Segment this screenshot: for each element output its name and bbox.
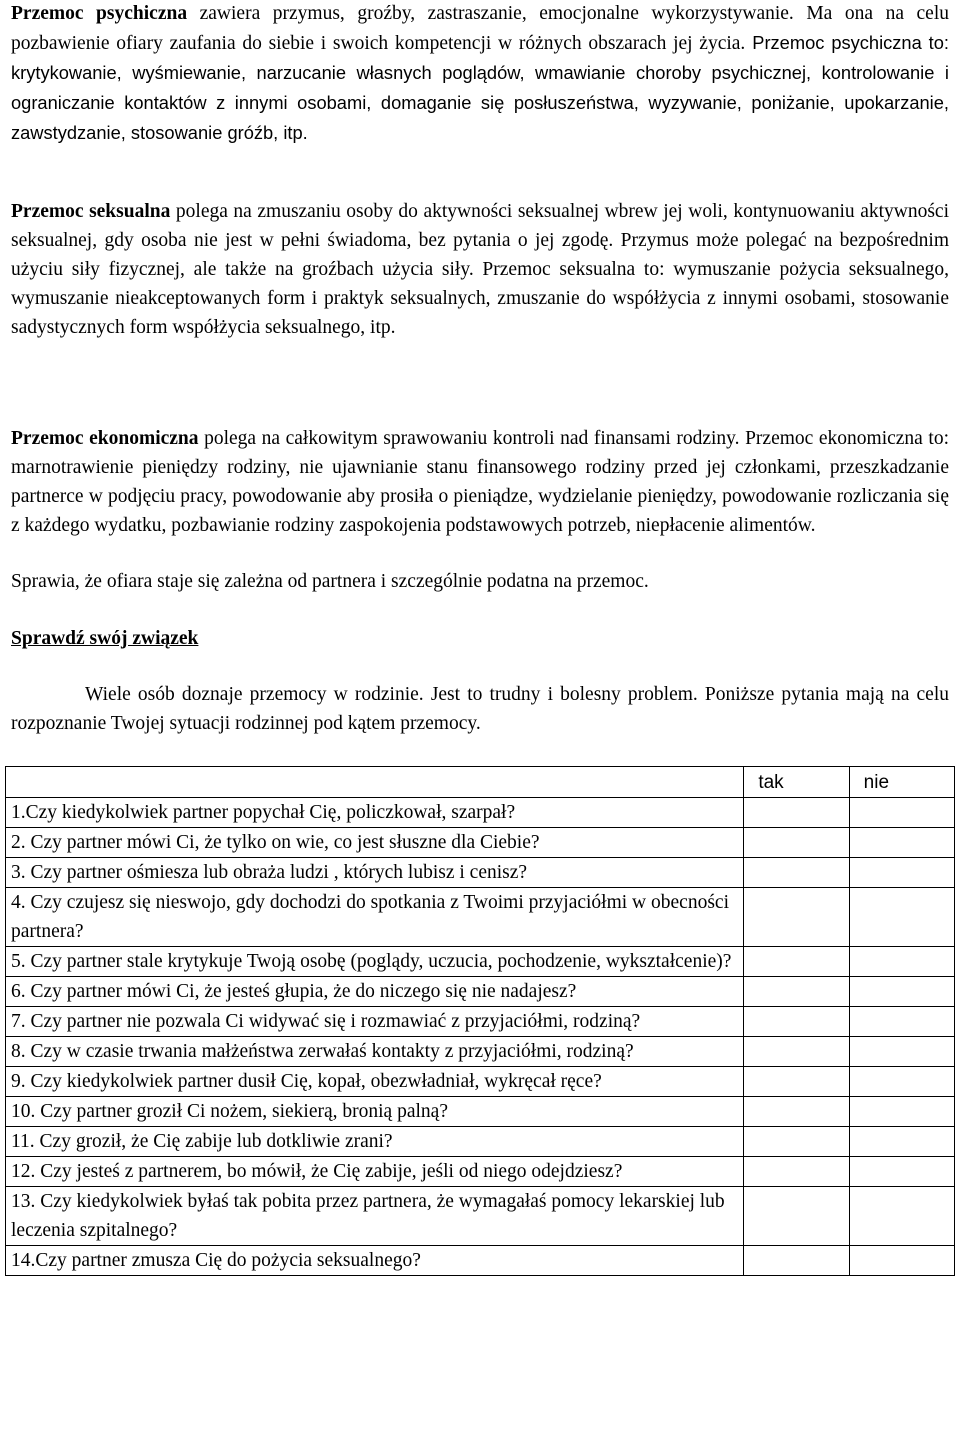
answer-no-cell[interactable] xyxy=(849,888,954,947)
table-row xyxy=(6,828,955,858)
paragraph-sexual-violence xyxy=(11,197,949,342)
question-cell: 11. Czy groził, że Cię zabije lub dotkliwie zrani? xyxy=(6,1127,744,1157)
answer-no-cell[interactable] xyxy=(849,798,954,828)
question-cell: 2. Czy partner mówi Ci, że tylko on wie, co jest słuszne dla Ciebie? xyxy=(6,828,744,858)
header-yes: tak xyxy=(744,767,849,798)
answer-yes-cell[interactable] xyxy=(744,1067,849,1097)
seksualna-text: polega na zmuszaniu osoby do aktywności seksualnej wbrew jej woli, kontynuowaniu aktywności seksualnej, gdy osoba nie jest w pełni świadoma, bez pytania o jej zgodę. Przymus może polegać na bezpośrednim użyciu siły fizycznej, ale także na groźbach użycia siły. Przemoc seksualna to: wymuszanie pożycia seksualnego, wymuszanie nieakceptowanych form i praktyk seksualnych, zmuszanie do współżycia z innymi osobami, stosowanie sadystycznych form współżycia seksualnego, itp. xyxy=(11,201,950,338)
question-cell: 6. Czy partner mówi Ci, że jesteś głupia, że do niczego się nie nadajesz? xyxy=(6,977,744,1007)
answer-no-cell[interactable] xyxy=(849,977,954,1007)
answer-yes-cell[interactable] xyxy=(744,947,849,977)
answer-no-cell[interactable] xyxy=(849,858,954,888)
answer-yes-cell[interactable] xyxy=(744,888,849,947)
table-row xyxy=(6,798,955,828)
header-no: nie xyxy=(849,767,954,798)
economic-followup: Sprawia, że ofiara staje się zależna od partnera i szczególnie podatna na przemoc. xyxy=(11,571,649,592)
answer-yes-cell[interactable] xyxy=(744,1007,849,1037)
answer-yes-cell[interactable] xyxy=(744,1127,849,1157)
table-row xyxy=(6,1097,955,1127)
answer-yes-cell[interactable] xyxy=(744,1097,849,1127)
table-row xyxy=(6,1037,955,1067)
table-row xyxy=(6,977,955,1007)
question-cell: 14.Czy partner zmusza Cię do pożycia seksualnego? xyxy=(6,1246,744,1276)
answer-no-cell[interactable] xyxy=(849,1067,954,1097)
question-cell: 9. Czy kiedykolwiek partner dusił Cię, kopał, obezwładniał, wykręcał ręce? xyxy=(6,1067,744,1097)
question-cell: 8. Czy w czasie trwania małżeństwa zerwałaś kontakty z przyjaciółmi, rodziną? xyxy=(6,1037,744,1067)
question-cell: 10. Czy partner groził Ci nożem, siekierą, bronią palną? xyxy=(6,1097,744,1127)
question-cell: 13. Czy kiedykolwiek byłaś tak pobita przez partnera, że wymagałaś pomocy lekarskiej lub leczenia szpitalnego? xyxy=(6,1187,744,1246)
question-cell: 1.Czy kiedykolwiek partner popychał Cię, policzkował, szarpał? xyxy=(6,798,744,828)
table-row xyxy=(6,888,955,947)
table-row xyxy=(6,947,955,977)
question-cell: 12. Czy jesteś z partnerem, bo mówił, że Cię zabije, jeśli od niego odejdziesz? xyxy=(6,1157,744,1187)
table-header-row xyxy=(6,767,955,798)
answer-yes-cell[interactable] xyxy=(744,1157,849,1187)
answer-no-cell[interactable] xyxy=(849,1097,954,1127)
answer-yes-cell[interactable] xyxy=(744,977,849,1007)
answer-no-cell[interactable] xyxy=(849,828,954,858)
answer-yes-cell[interactable] xyxy=(744,858,849,888)
term-seksualna: Przemoc seksualna xyxy=(11,201,171,222)
question-cell: 4. Czy czujesz się nieswojo, gdy dochodzi do spotkania z Twoimi przyjaciółmi w obecności partnera? xyxy=(6,888,744,947)
section-heading: Sprawdź swój związek xyxy=(11,628,199,649)
table-row xyxy=(6,1127,955,1157)
answer-no-cell[interactable] xyxy=(849,1187,954,1246)
answer-yes-cell[interactable] xyxy=(744,1037,849,1067)
table-row xyxy=(6,1157,955,1187)
term-psychiczna: Przemoc psychiczna xyxy=(11,3,188,24)
question-cell: 7. Czy partner nie pozwala Ci widywać się i rozmawiać z przyjaciółmi, rodziną? xyxy=(6,1007,744,1037)
psychiczna-definition: zawiera przymus, groźby, zastraszanie, emocjonalne wykorzystywanie. Ma ona na celu pozbawienie ofiary zaufania do siebie i swoich kompetencji w różnych obszarach jej życia. xyxy=(11,3,949,54)
answer-no-cell[interactable] xyxy=(849,1246,954,1276)
question-cell: 3. Czy partner ośmiesza lub obraża ludzi , których lubisz i cenisz? xyxy=(6,858,744,888)
table-row xyxy=(6,1007,955,1037)
header-question-cell xyxy=(6,767,744,798)
table-row xyxy=(6,1067,955,1097)
answer-no-cell[interactable] xyxy=(849,1037,954,1067)
table-row xyxy=(6,858,955,888)
psychiczna-examples: Przemoc psychiczna to: krytykowanie, wyśmiewanie, narzucanie własnych poglądów, wmawianie choroby psychicznej, kontrolowanie i ograniczanie kontaktów z innymi osobami, domaganie się posłuszeństwa, wyzywanie, poniżanie, upokarzanie, zawstydzanie, stosowanie gróźb, itp. xyxy=(11,32,950,143)
answer-no-cell[interactable] xyxy=(849,1157,954,1187)
ekonomiczna-text: polega na całkowitym sprawowaniu kontroli nad finansami rodziny. Przemoc ekonomiczna to: marnotrawienie pieniędzy rodziny, nie ujawnianie stanu finansowego rodziny przed jej członkami, przeszkadzanie partnerce w podjęciu pracy, powodowanie aby prosiła o pieniądze, wydzielanie pieniędzy, powodowanie rozliczania się z każdego wydatku, pozbawianie rodziny zaspokojenia podstawowych potrzeb, niepłacenie alimentów. xyxy=(11,428,950,536)
question-cell: 5. Czy partner stale krytykuje Twoją osobę (poglądy, uczucia, pochodzenie, wykształcenie)? xyxy=(6,947,744,977)
paragraph-economic-violence xyxy=(11,424,949,540)
paragraph-psychological-violence xyxy=(11,0,949,148)
table-row xyxy=(6,1246,955,1276)
answer-no-cell[interactable] xyxy=(849,1127,954,1157)
table-row xyxy=(6,1187,955,1246)
answer-yes-cell[interactable] xyxy=(744,1187,849,1246)
intro-text: Wiele osób doznaje przemocy w rodzinie. Jest to trudny i bolesny problem. Poniższe pytania mają na celu rozpoznanie Twojej sytuacji rodzinnej pod kątem przemocy. xyxy=(11,684,949,734)
questionnaire-table xyxy=(5,766,955,1276)
term-ekonomiczna: Przemoc ekonomiczna xyxy=(11,428,199,449)
answer-yes-cell[interactable] xyxy=(744,798,849,828)
answer-yes-cell[interactable] xyxy=(744,828,849,858)
answer-no-cell[interactable] xyxy=(849,947,954,977)
answer-no-cell[interactable] xyxy=(849,1007,954,1037)
answer-yes-cell[interactable] xyxy=(744,1246,849,1276)
